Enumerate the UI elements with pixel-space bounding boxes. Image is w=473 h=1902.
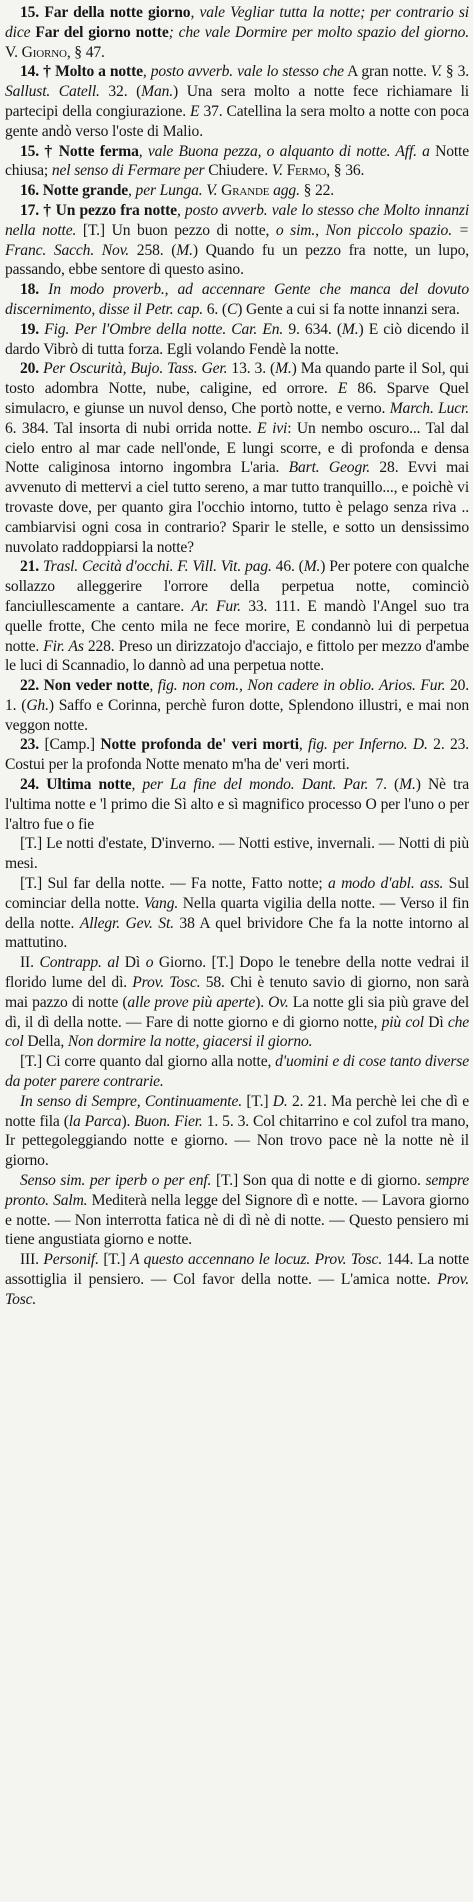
entry-italic-text: Personif. [43,1251,99,1269]
entry-smallcaps-text: ermo [295,162,327,180]
entry-text: Giorno. [T.] Dopo le tenebre della notte vedrai il florido lume del dì. [5,954,469,992]
entry-italic-text: , per Lunga. V. [128,182,218,200]
entry-italic-text: Fig. Per l'Ombre della notte. Car. En. [44,320,284,338]
entry-smallcaps-text: iorno [32,43,67,61]
entry-text: [T.] Le notti d'estate, D'inverno. — Notti estive, invernali. — Notti di più mesi. [5,835,469,873]
entry-text: , § 36. [326,162,365,180]
entry-text: Della, [23,1033,68,1051]
entry-italic-text: Gh. [26,696,49,714]
entry-italic-text: agg. [273,182,300,200]
entry-italic-text: che col [5,1013,470,1051]
entry-text: ) Una sera molto a notte fece richiamare li partecipi della congiurazione. [5,83,469,120]
dictionary-entry [5,1092,469,1171]
dictionary-entry [5,320,469,360]
entry-italic-text: o sim., Non piccolo spazio. = Franc. Sacch. Nov. [5,221,469,259]
entry-text: ). [255,993,269,1011]
entry-headword: Un pezzo fra notte [55,201,177,219]
dictionary-entry [5,181,469,201]
entry-italic-text: la Parca [68,1112,122,1130]
entry-text: 37. Catellina la sera molto a notte con poca gente andò verso l'oste di Malio. [5,102,469,140]
entry-text: 2. 23. Costui per la profonda Notte menato m'ha de' veri morti. [5,736,470,774]
entry-text: ) E ciò dicendo il dardo Vibrò di tutta forza. Egli volando Fendè la notte. [5,320,470,358]
entry-italic-text: D. [272,1092,288,1110]
entry-text: Dì [119,954,146,972]
entry-text: G [217,182,233,200]
entry-text: [T.] [98,1251,130,1269]
dictionary-entry [5,834,469,874]
entry-text: II. [20,954,40,972]
dictionary-entry [5,775,469,834]
entry-text: A gran notte. [343,63,431,81]
entry-italic-text: Ar. Fur. [191,597,241,615]
dictionary-entry [5,874,469,953]
entry-text: 6. 384. Tal insorta di nubi orrida notte. [5,419,258,437]
entry-italic-text: Bart. Geogr. [288,459,371,477]
entry-text: Dì [423,1013,448,1031]
entry-text: 13. 3. ( [227,360,276,378]
entry-text: [T.] Sul far della notte. — Fa notte, Fatto notte; [20,875,328,893]
entry-number: 19. [20,320,45,338]
entry-number: 24. [20,776,47,794]
entry-text: La notte gli sia più grave del dì, il dì della notte. — Fare di notte giorno e di giorno notte, [5,993,470,1031]
entry-smallcaps-text: rande [232,182,270,200]
entry-italic-text: più col [381,1013,424,1031]
entry-text: 58. Chi è tenuto savio di giorno, non sarà mai pazzo di notte ( [5,974,469,1011]
entry-text: 9. 634. ( [283,320,342,338]
entry-italic-text: In senso di Sempre, Continuamente. [20,1092,242,1110]
entry-headword: Notte ferma [58,142,139,160]
entry-text: ) Per potere con qualche sollazzo alleggerire l'orrore della perpetua notte, cominciò fanciullescamente a cantare. [5,558,469,615]
dictionary-entry [5,1052,469,1092]
entry-text: § 3. [441,63,470,81]
entry-italic-text: M. [176,241,193,259]
entry-italic-text: , per La fine del mondo. Dant. Par. [131,776,369,794]
entry-text: ) Ma quando parte il Sol, qui tosto adombra Notte, nube, caligine, ed orrore. [5,360,469,398]
entry-text: 86. Sparve Quel simulacro, e giunse un nuvol denso, Che portò notte, e verno. [5,380,469,417]
entry-text: V. G [5,43,33,61]
dictionary-entry [5,1171,469,1250]
entry-italic-text: , fig. per Inferno. D. [298,736,428,754]
entry-text: [T.] Ci corre quanto dal giorno alla notte, [20,1053,276,1071]
entry-italic-text: , vale Vegliar tutta la notte; per contrario si dice [5,4,469,41]
entry-text: 144. La notte assottiglia il pensiero. — Col favor della notte. — L'amica notte. [5,1251,469,1288]
entry-headword: Far della notte giorno [44,4,191,21]
entry-italic-text: alle prove più aperte [127,993,256,1011]
entry-text: [Camp.] [44,736,101,754]
entry-text: 6. ( [203,300,227,318]
entry-text: ) Gente a cui si fa notte innanzi sera. [237,300,460,318]
entry-number: 15. [20,4,45,21]
entry-italic-text: March. Lucr. [389,399,469,417]
entry-number: 15. † [20,142,59,160]
entry-text: [T.] Son qua di notte e di giorno. [211,1172,426,1190]
dictionary-entry [5,3,469,62]
entry-italic-text: Contrapp. al [39,954,120,972]
entry-italic-text: ; che vale Dormire per molto spazio del giorno. [168,23,469,41]
entry-number: 21. [20,558,43,576]
entry-text: 1. 5. 3. Col chitarrino e col zufol tra mano, Ir pettegoleggiando notte e giorno. — Non trovo pace nè la notte nè il giorno. [5,1112,470,1170]
entry-headword: Notte grande [42,182,129,200]
dictionary-entry [5,201,469,280]
dictionary-entry [5,557,469,676]
entry-text: Sul cominciar della notte. [5,875,470,912]
entry-italic-text: M. [275,360,292,378]
entry-number: 14. † [20,63,56,81]
entry-italic-text: In modo proverb., ad accennare Gente che manca del dovuto discernimento, disse il Petr. cap. [5,281,469,318]
entry-text: 32. ( [99,83,142,101]
entry-text: ) Nè tra l'ultima notte e 'l primo die Sì alto e sì magnifico processo O per l'uno o per l'altro fue o fie [5,776,470,833]
dictionary-column [5,3,469,1310]
entry-text: ) Quando fu un pezzo fra notte, un lupo, passando, ebbe sentore di questo asino. [5,241,469,279]
entry-italic-text: M. [399,776,416,794]
entry-text: 28. Evvi mai avvenuto di mettervi a ciel tutto sereno, a mar tutto tranquillo..., e poichè vi trovaste dove, per quanto gira l'occhio intorno, tutto è pelago senza riva .. cambiarvisi ogni cosa in contrario? Sparir le stelle, e sotto un densissimo nuvolato raddoppiarsi la notte? [5,459,470,556]
entry-text: Mediterà nella legge del Signore dì e notte. — Lavora giorno e notte. — Non interrotta fatica nè di dì nè di notte. — Questo pensiero mi tiene angustiata giorno e notte. [5,1191,469,1249]
entry-headword: Notte profonda de' veri morti [100,736,299,754]
entry-headword: Ultima notte [46,776,132,794]
entry-number: 18. [20,281,49,299]
entry-italic-text: nel senso di Fermare per [51,162,205,180]
entry-text: ). [121,1112,135,1130]
entry-italic-text: Man. [141,83,174,101]
entry-number: 23. [20,736,45,754]
entry-text: 20. 1. ( [5,677,469,714]
dictionary-entry [5,735,469,775]
entry-italic-text: E [190,102,200,120]
entry-number: 16. [20,182,43,200]
entry-text: [T.] Un buon pezzo di notte, [76,221,276,239]
dictionary-entry [5,142,469,182]
entry-text: ) Saffo e Corinna, perchè furon dotte, Splendono illustri, e mai non veggon notte. [5,696,470,734]
entry-text: Notte chiusa; [5,142,470,180]
entry-number: 20. [20,360,44,378]
entry-italic-text: Trasl. Cecità d'occhi. F. Vill. Vit. pag. [42,558,272,576]
entry-text: , § 47. [66,43,105,61]
entry-number: 22. [20,677,44,695]
entry-italic-text: Prov. Tosc. [5,1271,469,1308]
entry-text: III. [20,1251,44,1269]
entry-italic-text: Allegr. Gev. St. [79,914,174,932]
entry-text: 33. 111. E mandò l'Angel suo tra quelle frotte, Che cento mila ne fece morire, E condannò lui di perpetua notte. [5,597,469,655]
entry-text: F [282,162,296,180]
entry-text: 38 A quel brividore Che fa la notte intorno al mattutino. [5,914,469,952]
entry-text: 258. ( [129,241,177,259]
entry-text: § 22. [299,182,335,200]
entry-text: Chiudere. [204,162,272,180]
entry-italic-text: V. [430,63,442,81]
entry-italic-text: E [337,380,348,398]
entry-text: 228. Preso un dirizzatojo d'acciajo, e fittolo per mezzo d'ambe le luci di Scannadio, lo dannò ad una perpetua notte. [5,637,470,675]
dictionary-entry [5,280,469,320]
entry-headword: Far del giorno notte [35,23,169,41]
entry-italic-text: Per Oscurità, Bujo. Tass. Ger. [43,360,228,378]
entry-italic-text: Non dormire la notte, giacersi il giorno. [67,1033,313,1051]
entry-text: Nella quarta vigilia della notte. — Verso il fin della notte. [5,894,469,932]
dictionary-entry [5,62,469,141]
entry-italic-text: a modo d'abl. ass. [328,875,444,893]
dictionary-entry [5,676,469,735]
entry-italic-text: o [145,954,154,972]
dictionary-entry [5,359,469,557]
entry-text: 2. 21. Ma perchè lei che dì e notte fila ( [5,1092,469,1130]
entry-headword: Non veder notte [43,677,150,695]
dictionary-entry [5,1250,469,1309]
entry-headword: Molto a notte [55,63,143,81]
entry-text: : Un nembo oscuro... Tal dal cielo entro al mar cade nell'onde, E lungi scorre, e di profonda e densa Notte caliginosa intorno ingombra L'aria. [5,419,469,477]
entry-italic-text: , posto avverb. vale lo stesso che [142,63,344,81]
entry-italic-text: , fig. non com., Non cadere in oblio. Arios. Fur. [149,677,446,695]
entry-text: [T.] [241,1092,273,1110]
entry-italic-text: M. [341,320,359,338]
entry-italic-text: A questo accennano le locuz. Prov. Tosc. [129,1251,383,1269]
entry-italic-text: E ivi [257,419,288,437]
entry-italic-text: Vang. [143,894,179,912]
entry-italic-text: , posto avverb. vale lo stesso che Molto innanzi nella notte. [5,201,469,239]
entry-italic-text: Ov. [268,993,289,1011]
entry-italic-text: , vale Buona pezza, o alquanto di notte. Aff. a [138,142,430,160]
entry-italic-text: sempre pronto. Salm. [5,1172,470,1209]
entry-text: 7. ( [368,776,400,794]
entry-italic-text: Buon. Fier. [134,1112,203,1130]
entry-italic-text: Fir. As [43,637,84,655]
entry-italic-text: d'uomini e di cose tanto diverse da poter parere contrarie. [5,1053,469,1091]
entry-italic-text: Prov. Tosc. [132,974,201,992]
entry-italic-text: Senso sim. per iperb o per enf. [20,1172,212,1190]
entry-text: 46. ( [271,558,304,576]
entry-italic-text: Sallust. Catell. [5,83,100,101]
entry-italic-text: C [226,300,238,318]
entry-italic-text: V. [271,162,283,180]
entry-italic-text: M. [303,558,321,576]
entry-number: 17. † [20,201,56,219]
dictionary-entry [5,953,469,1052]
